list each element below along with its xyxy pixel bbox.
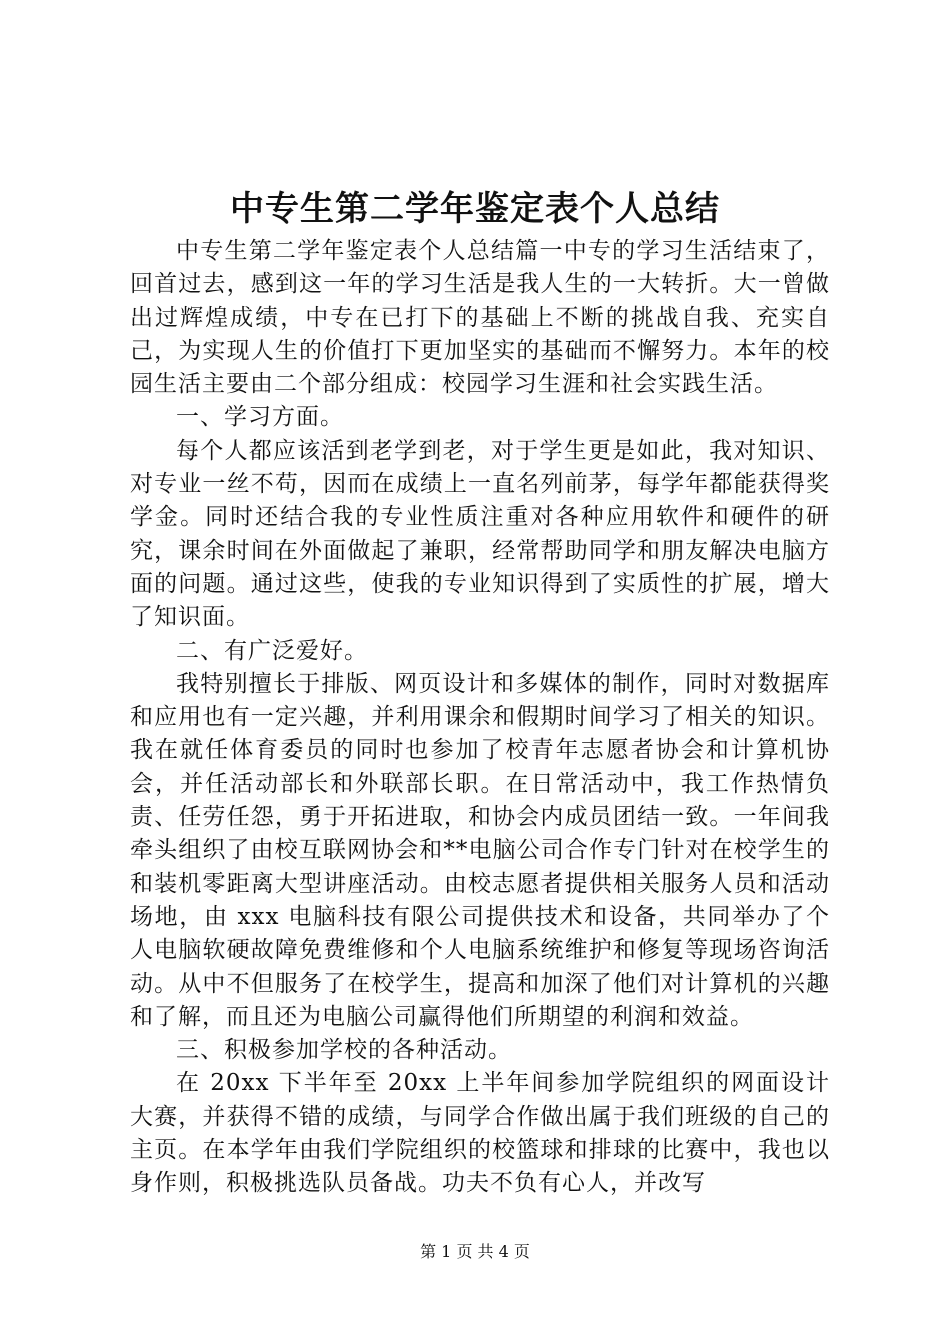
paragraph-intro: 中专生第二学年鉴定表个人总结篇一中专的学习生活结束了，回首过去，感到这一年的学习生活是我人生的一大转折。大一曾做出过辉煌成绩，中专在已打下的基础上不断的挑战自我、充实自己，为实现人生的价值打下更加坚实的基础而不懈努力。本年的校园生活主要由二个部分组成：校园学习生涯和社会实践生活。 bbox=[130, 238, 830, 398]
page-footer: 第 1 页 共 4 页 bbox=[420, 1242, 530, 1261]
section-heading-study: 一、学习方面。 bbox=[176, 404, 344, 431]
paragraph-study: 每个人都应该活到老学到老，对于学生更是如此，我对知识、对专业一丝不苟，因而在成绩上一直名列前茅，每学年都能获得奖学金。同时还结合我的专业性质注重对各种应用软件和硬件的研究，课余时间在外面做起了兼职，经常帮助同学和朋友解决电脑方面的问题。通过这些，使我的专业知识得到了实质性的扩展，增大了知识面。 bbox=[130, 437, 830, 631]
section-heading-hobbies: 二、有广泛爱好。 bbox=[176, 637, 368, 664]
paragraph-hobbies: 我特别擅长于排版、网页设计和多媒体的制作，同时对数据库和应用也有一定兴趣，并利用课余和假期时间学习了相关的知识。我在就任体育委员的同时也参加了校青年志愿者协会和计算机协会，并任活动部长和外联部长职。在日常活动中，我工作热情负责、任劳任怨，勇于开拓进取，和协会内成员团结一致。一年间我牵头组织了由校互联网协会和**电脑公司合作专门针对在校学生的和装机零距离大型讲座活动。由校志愿者提供相关服务人员和活动场地，由 xxx 电脑科技有限公司提供技术和设备，共同举办了个人电脑软硬故障免费维修和个人电脑系统维护和修复等现场咨询活动。从中不但服务了在校学生，提高和加深了他们对计算机的兴趣和了解，而且还为电脑公司赢得他们所期望的利润和效益。 bbox=[130, 670, 830, 1030]
document-title: 中专生第二学年鉴定表个人总结 bbox=[230, 189, 720, 229]
document-body bbox=[130, 235, 830, 1201]
section-heading-activities: 三、积极参加学校的各种活动。 bbox=[176, 1037, 512, 1064]
paragraph-activities: 在 20xx 下半年至 20xx 上半年间参加学院组织的网面设计大赛，并获得不错的成绩，与同学合作做出属于我们班级的自己的主页。在本学年由我们学院组织的校篮球和排球的比赛中，我也以身作则，积极挑选队员备战。功夫不负有心人，并改写 bbox=[130, 1070, 830, 1197]
